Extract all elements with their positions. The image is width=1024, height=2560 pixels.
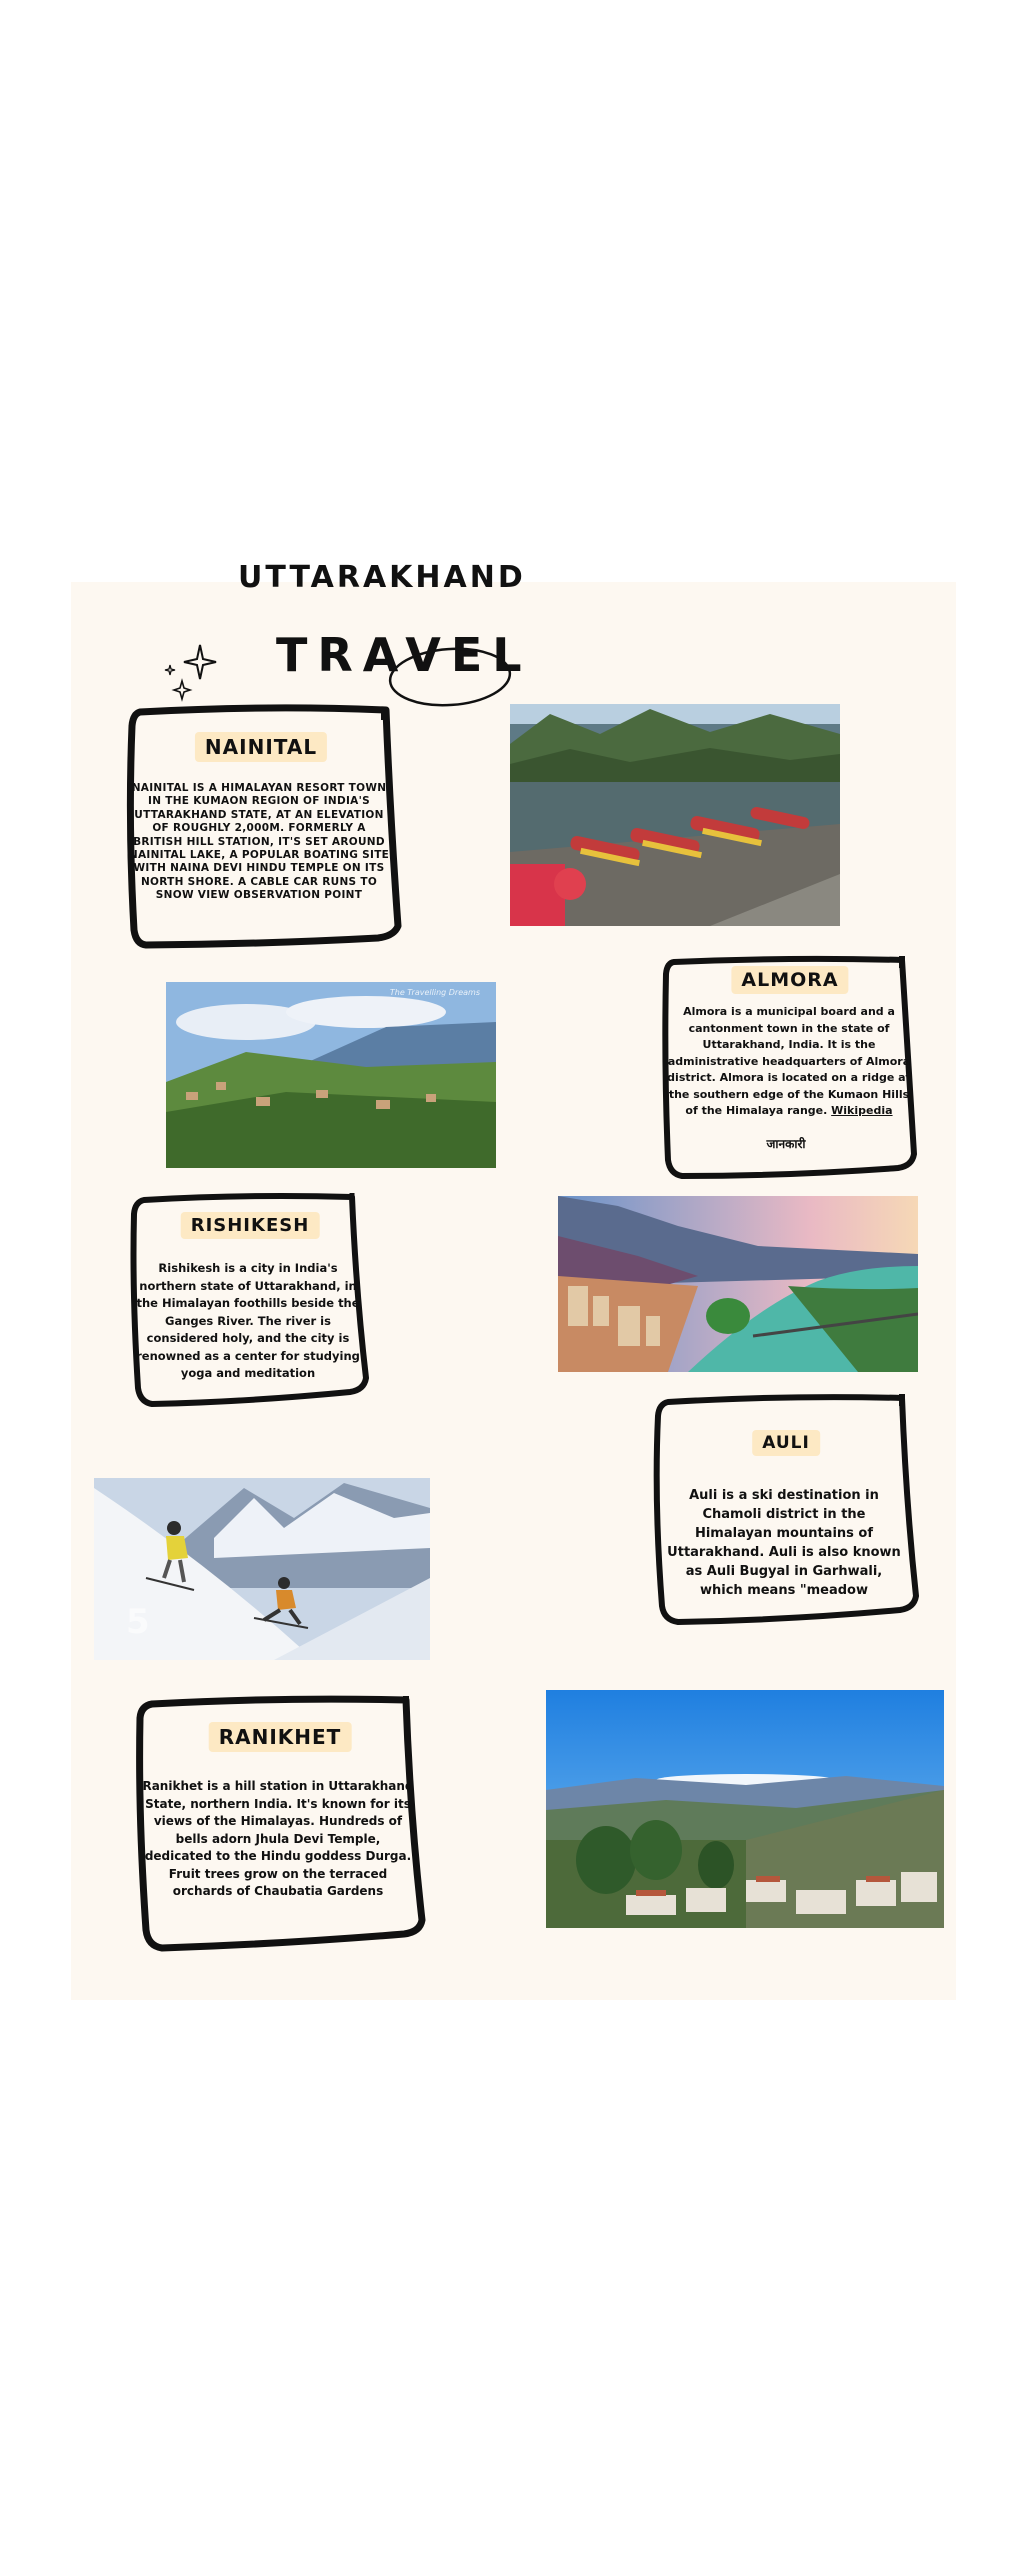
card-label: ALMORA	[731, 966, 848, 994]
card-nainital	[118, 704, 404, 949]
photo-ranikhet-hills	[546, 1690, 944, 1928]
card-label: RANIKHET	[209, 1722, 352, 1752]
card-description-text: Almora is a municipal board and a cantonment town in the state of Uttarakhand, India. It is the administrative headquarters of Almora district. Almora is located on a ridge at the southern edge of the Kumaon Hills of the Himalaya range.	[667, 1005, 911, 1117]
title-uttarakhand: UTTARAKHAND	[238, 560, 526, 595]
photo-rishikesh-river	[558, 1196, 918, 1372]
card-extra-text: जानकारी	[766, 1137, 806, 1151]
card-auli	[650, 1392, 922, 1626]
photo-overlay-number: 5	[126, 1602, 150, 1642]
card-description: Rishikesh is a city in India's northern state of Uttarakhand, in the Himalayan foothills beside the Ganges River. The river is considered holy, and the city is renowned as a center for studying yoga and meditation	[136, 1261, 360, 1380]
card-description	[664, 1004, 914, 1120]
card-description: NAINITAL IS A HIMALAYAN RESORT TOWN IN THE KUMAON REGION OF INDIA'S UTTARAKHAND STATE, AT AN ELEVATION OF ROUGHLY 2,000M. FORMERLY A BRITISH HILL STATION, IT'S SET AROUND NAINITAL LAKE, A POPULAR BOATING SITE WITH NAINA DEVI HINDU TEMPLE ON ITS NORTH SHORE. A CABLE CAR RUNS TO SNOW VIEW OBSERVATION POINT	[128, 782, 390, 902]
wikipedia-link[interactable]: Wikipedia	[831, 1104, 893, 1117]
card-almora	[658, 954, 922, 1182]
card-description: Ranikhet is a hill station in Uttarakhand State, northern India. It's known for its views of the Himalayas. Hundreds of bells adorn Jhula Devi Temple, dedicated to the Hindu goddess Durga. Fruit trees grow on the terraced orchards of Chaubatia Gardens	[142, 1779, 414, 1898]
photo-nainital-lake	[510, 704, 840, 926]
photo-auli-skiing	[94, 1478, 430, 1660]
card-label: AULI	[752, 1430, 820, 1456]
photo-almora-town	[166, 982, 496, 1168]
photo-watermark: The Travelling Dreams	[389, 988, 480, 997]
card-rishikesh	[126, 1192, 374, 1408]
title-travel: TRAVEL	[276, 628, 532, 682]
travel-oval-doodle	[387, 646, 513, 708]
card-ranikhet	[132, 1694, 428, 1952]
card-label: NAINITAL	[195, 732, 327, 762]
card-description: Auli is a ski destination in Chamoli district in the Himalayan mountains of Uttarakhand. Auli is also known as Auli Bugyal in Garhwali, which means "meadow	[667, 1488, 901, 1598]
card-label: RISHIKESH	[181, 1212, 320, 1239]
sparkles-icon	[160, 637, 220, 707]
